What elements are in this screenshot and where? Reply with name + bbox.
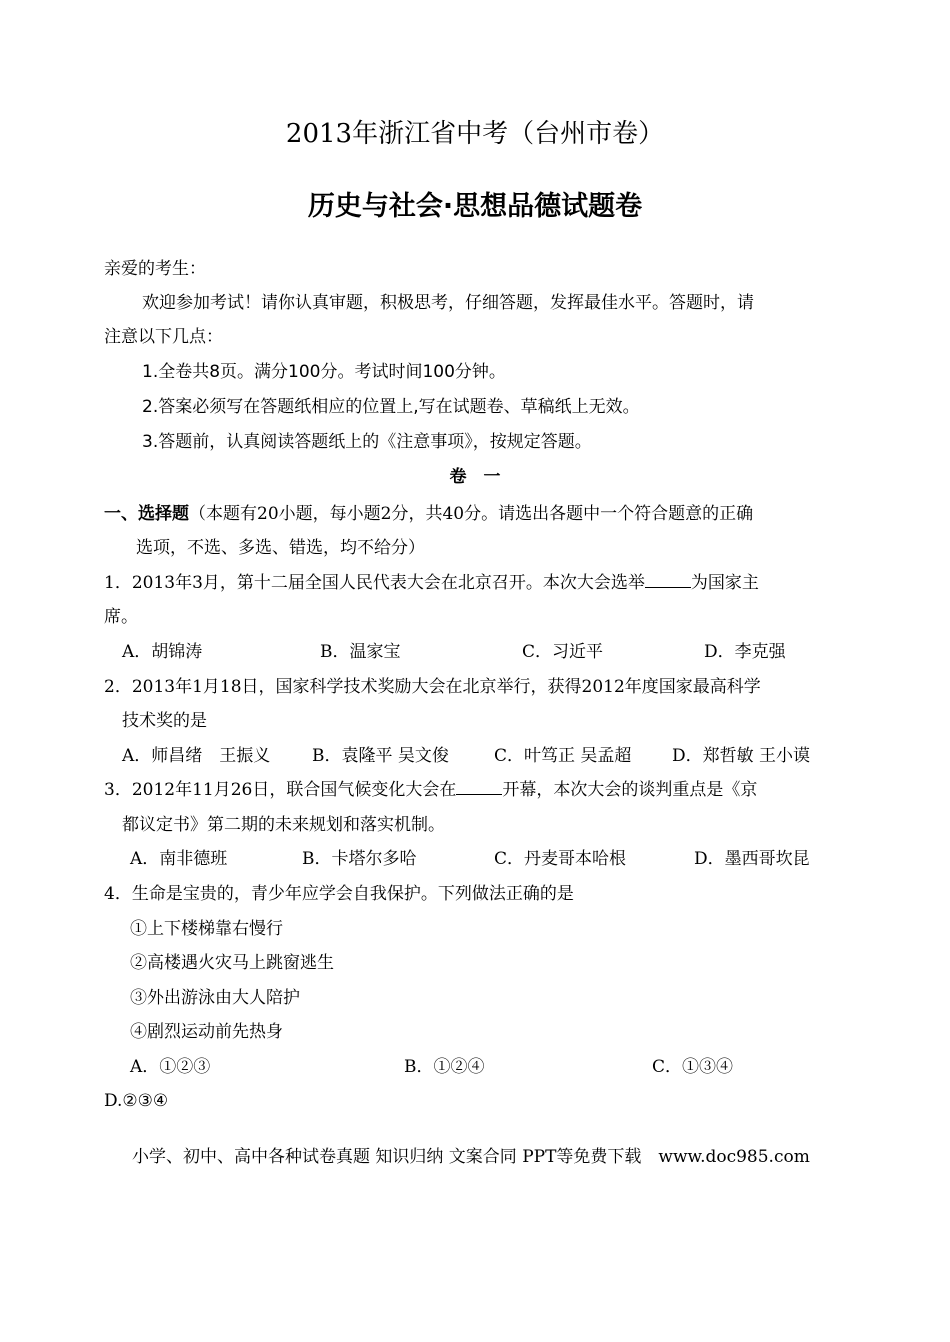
question-4-option-a: A．①②③: [130, 1057, 211, 1077]
note-3: 3.答题前，认真阅读答题纸上的《注意事项》，按规定答题。: [142, 432, 592, 452]
question-1-stem-b: 为国家主: [690, 573, 759, 593]
question-4-item-3: ③外出游泳由大人陪护: [130, 988, 300, 1008]
question-3-stem-a: 3．2012年11月26日，联合国气候变化大会在: [104, 780, 457, 800]
footer-text: 小学、初中、高中各种试卷真题 知识归纳 文案合同 PPT等免费下载 www.doc985.com: [132, 1147, 810, 1167]
question-3-option-d: D．墨西哥坎昆: [694, 849, 810, 869]
question-2-option-b: B．袁隆平 吴文俊: [312, 746, 449, 766]
note-1: 1.全卷共8页。满分100分。考试时间100分钟。: [142, 362, 506, 382]
welcome-line-1: 欢迎参加考试！请你认真审题，积极思考，仔细答题，发挥最佳水平。答题时，请: [142, 293, 754, 313]
note-2: 2.答案必须写在答题纸相应的位置上,写在试题卷、草稿纸上无效。: [142, 397, 640, 417]
question-1-option-d: D．李克强: [704, 642, 786, 662]
question-2-stem-2: 技术奖的是: [122, 711, 207, 731]
answer-blank: [645, 573, 691, 588]
question-4-item-1: ①上下楼梯靠右慢行: [130, 919, 283, 939]
question-1-option-b: B．温家宝: [320, 642, 401, 662]
paper-title: 历史与社会·思想品德试题卷: [307, 191, 643, 222]
question-4-option-d: D.②③④: [104, 1091, 169, 1111]
answer-blank: [456, 780, 502, 795]
section-1-header: [104, 503, 753, 525]
question-4-stem: 4．生命是宝贵的，青少年应学会自我保护。下列做法正确的是: [104, 884, 574, 904]
question-1-stem: [104, 572, 759, 594]
question-1-option-a: A．胡锦涛: [122, 642, 203, 662]
section-1-heading: 一、选择题: [104, 504, 189, 524]
question-4-option-c: C．①③④: [652, 1057, 734, 1077]
question-1-option-c: C．习近平: [522, 642, 604, 662]
question-2-option-c: C．叶笃正 吴孟超: [494, 746, 632, 766]
question-4-item-2: ②高楼遇火灾马上跳窗逃生: [130, 953, 334, 973]
question-3-stem: [104, 779, 757, 801]
question-3-option-c: C．丹麦哥本哈根: [494, 849, 627, 869]
welcome-line-2: 注意以下几点：: [104, 327, 223, 347]
question-2-option-d: D．郑哲敏 王小谟: [672, 746, 811, 766]
volume-label: 卷 一: [449, 467, 501, 487]
question-1-stem-a: 1．2013年3月，第十二届全国人民代表大会在北京召开。本次大会选举: [104, 573, 645, 593]
question-2-stem: 2．2013年1月18日，国家科学技术奖励大会在北京举行，获得2012年度国家最高科学: [104, 677, 761, 697]
greeting: 亲爱的考生：: [104, 259, 206, 279]
section-1-desc-1: （本题有20小题，每小题2分，共40分。请选出各题中一个符合题意的正确: [189, 504, 754, 524]
question-1-stem-2: 席。: [104, 607, 138, 627]
question-3-option-b: B．卡塔尔多哈: [302, 849, 417, 869]
section-1-desc-2: 选项，不选、多选、错选，均不给分）: [136, 538, 425, 558]
question-3-stem-2: 都议定书》第二期的未来规划和落实机制。: [122, 815, 445, 835]
question-4-item-4: ④剧烈运动前先热身: [130, 1022, 283, 1042]
exam-title: 2013年浙江省中考（台州市卷）: [285, 119, 665, 149]
question-2-option-a: A．师昌绪 王振义: [122, 746, 271, 766]
question-3-stem-b: 开幕，本次大会的谈判重点是《京: [502, 780, 758, 800]
question-4-option-b: B．①②④: [404, 1057, 485, 1077]
question-3-option-a: A．南非德班: [130, 849, 228, 869]
